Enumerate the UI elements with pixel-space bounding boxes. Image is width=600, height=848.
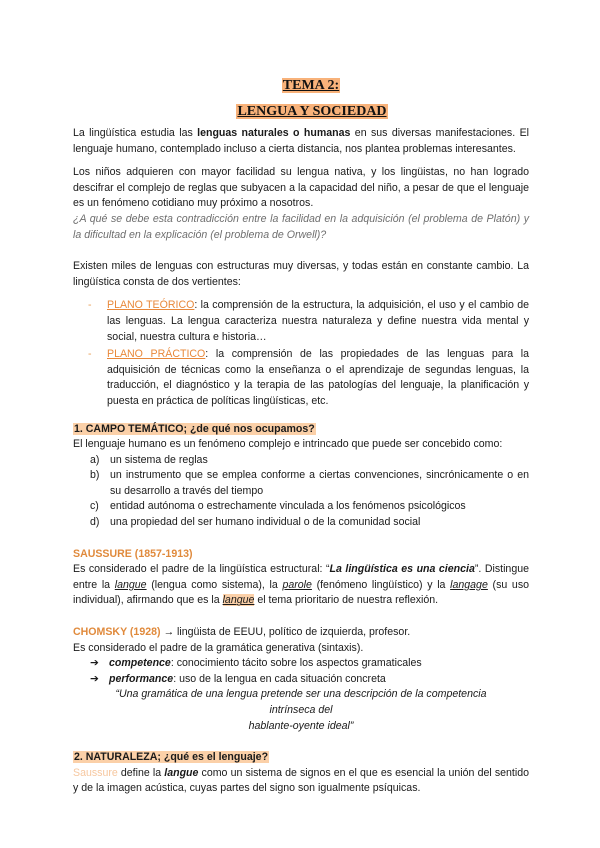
saussure-heading: SAUSSURE (1857-1913) bbox=[73, 547, 193, 560]
intro-paragraph-3: Existen miles de lenguas con estructuras muy diversas, y todas están en constante cambio. La lingüística consta de dos vertientes: bbox=[73, 260, 529, 288]
list-item: d) una propiedad del ser humano individual o de la comunidad social bbox=[90, 516, 421, 529]
list-item: ➔ performance: uso de la lengua en cada situación concreta bbox=[73, 672, 529, 688]
chomsky-quote: “Una gramática de una lengua pretende ser una descripción de la competencia intrínseca del hablante-oyente ideal” bbox=[115, 688, 487, 732]
list-item: - PLANO TEÓRICO: la comprensión de la estructura, la adquisición, el uso y el cambio de las lenguas. La lengua caracteriza nuestra naturaleza y define nuestra vida mental y social, nuestra cultura e historia… bbox=[88, 299, 530, 343]
list-item: b) un instrumento que se emplea conforme a ciertas convenciones, sincrónicamente o en su desarrollo a través del tiempo bbox=[90, 469, 529, 497]
vertientes-list bbox=[73, 298, 529, 409]
intro-paragraph-2: Los niños adquieren con mayor facilidad su lengua nativa, y los lingüistas, no han logrado descifrar el complejo de reglas que subyacen a la capacidad del niño, a pesar de que el lenguaje es un fenómeno cotidiano muy próximo a nosotros. bbox=[73, 166, 529, 210]
section-1-heading: 1. CAMPO TEMÁTICO; ¿de qué nos ocupamos? bbox=[74, 422, 315, 435]
section-1-list bbox=[73, 453, 529, 531]
dash-bullet: - bbox=[88, 299, 92, 312]
list-item: c) entidad autónoma o estrechamente vinculada a los fenómenos psicológicos bbox=[90, 500, 466, 513]
list-item: ➔ competence: conocimiento tácito sobre los aspectos gramaticales bbox=[73, 656, 529, 672]
section-2-heading: 2. NATURALEZA; ¿qué es el lenguaje? bbox=[74, 751, 269, 764]
saussure-paragraph: Es considerado el padre de la lingüística estructural: “La lingüística es una ciencia”. Distingue entre la langue (lengua como sistema), la parole (fenómeno lingüístico) y la langage (su uso individual), afirmando que es la langue el tema prioritario de nuestra reflexión. bbox=[73, 563, 530, 607]
arrow-icon: ➔ bbox=[90, 657, 99, 670]
chomsky-heading: CHOMSKY (1928) bbox=[73, 626, 161, 639]
title-line-1: TEMA 2: bbox=[282, 78, 340, 93]
list-item: - PLANO PRÁCTICO: la comprensión de las propiedades de las lenguas para la adquisición de técnicas como la enseñanza o el aprendizaje de segundas lenguas, la traducción, el diagnóstico y la terapia de las patologías del lenguaje, la planificación y puesta en práctica de políticas lingüísticas, etc. bbox=[88, 348, 529, 407]
title-line-2: LENGUA Y SOCIEDAD bbox=[237, 104, 387, 119]
dash-bullet: - bbox=[88, 348, 92, 361]
section-1-intro: El lenguaje humano es un fenómeno complejo e intrincado que puede ser concebido como: bbox=[73, 438, 503, 451]
arrow-icon: ➔ bbox=[90, 672, 99, 685]
intro-paragraph-1: La lingüística estudia las lenguas naturales o humanas en sus diversas manifestaciones. El lenguaje humano, contemplado incluso a cierta distancia, nos plantea problemas interesantes. bbox=[73, 127, 529, 155]
chomsky-list bbox=[73, 656, 529, 687]
intro-question: ¿A qué se debe esta contradicción entre la facilidad en la adquisición (el problema de Platón) y la dificultad en la explicación (el problema de Orwell)? bbox=[73, 212, 529, 241]
chomsky-description: Es considerado el padre de la gramática generativa (sintaxis). bbox=[73, 641, 364, 654]
chomsky-line: CHOMSKY (1928) → lingüista de EEUU, político de izquierda, profesor. bbox=[73, 626, 411, 639]
plano-teorico-label: PLANO TEÓRICO bbox=[107, 299, 195, 312]
document-content bbox=[73, 76, 529, 797]
section-2-paragraph: Saussure define la langue como un sistema de signos en el que es esencial la unión del sentido y de la imagen acústica, cuyas partes del signo son igualmente psíquicas. bbox=[73, 766, 529, 795]
plano-practico-label: PLANO PRÁCTICO bbox=[107, 348, 206, 361]
list-item: a) un sistema de reglas bbox=[90, 453, 208, 466]
